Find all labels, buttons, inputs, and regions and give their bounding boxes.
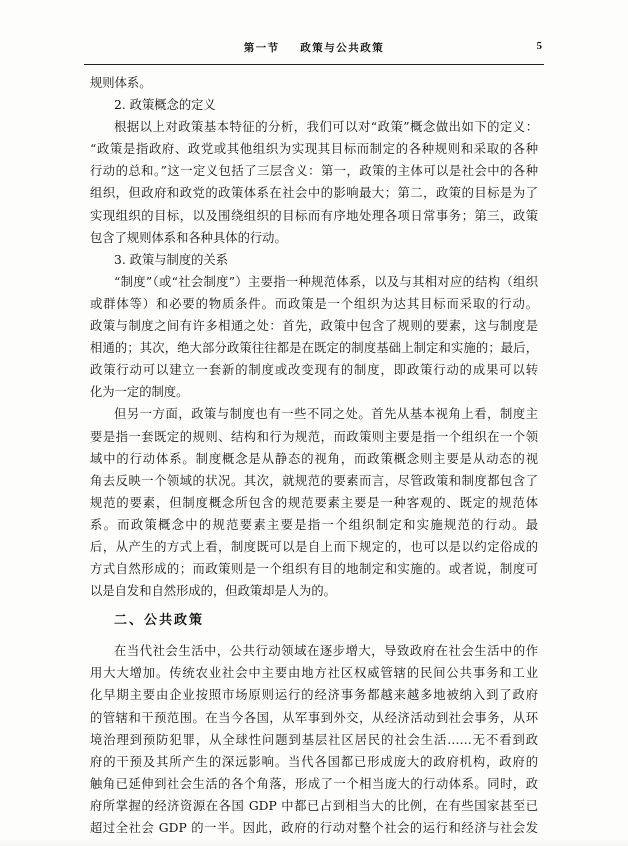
text-line: 用大大增加。传统农业社会中主要由地方社区权威管辖的民间公共事务和工业 [90, 666, 538, 681]
text-line: 府的干预及其所产生的深远影响。当代各国都已形成庞大的政府机构，政府的 [90, 754, 538, 769]
text-line: 或群体等）和必要的物质条件。而政策是一个组织为达其目标而采取的行动。 [90, 296, 538, 311]
text-line: 包含了规则体系和各种具体的行动。 [90, 230, 287, 245]
text-line: 要是指一套既定的规则、结构和行为规范，而政策则主要是指一个组织在一个领 [90, 429, 538, 444]
text-line: 超过全社会 GDP 的一半。因此，政府的行动对整个社会的运行和经济与社会发 [90, 821, 538, 835]
text-line: 系。而政策概念中的规范要素主要是指一个组织制定和实施规范的行动。最 [90, 517, 538, 532]
text-line: 触角已延伸到社会生活的各个角落，形成了一个相当庞大的行动体系。同时，政 [90, 776, 538, 791]
text-line: 后，从产生的方式上看，制度既可以是自上而下规定的，也可以是以约定俗成的 [90, 539, 538, 554]
text-line: 行动的总和。”这一定义包括了三层含义：第一，政策的主体可以是社会中的各种 [90, 164, 538, 179]
running-header [84, 34, 544, 65]
text-line: 实现组织的目标，以及围绕组织的目标而有序地处理各项日常事务；第三，政策 [90, 208, 538, 223]
text-line: 以是自发和自然形成的，但政策却是人为的。 [90, 584, 336, 599]
text-line: 域中的行动体系。制度概念是从静态的视角，而政策概念则主要是从动态的视 [90, 451, 538, 466]
text-line: 根据以上对政策基本特征的分析，我们可以对“政策”概念做出如下的定义： [114, 120, 538, 135]
text-line: 规则体系。 [90, 76, 152, 90]
text-line: 化为一定的制度。 [90, 385, 189, 400]
text-line: “制度”（或“社会制度”）主要指一种规范体系，以及与其相对应的结构（组织 [114, 274, 538, 289]
section-heading-public-policy: 二、公共政策 [114, 613, 205, 629]
text-line: 政策与制度之间有许多相通之处：首先，政策中包含了规则的要素，这与制度是 [90, 319, 538, 334]
text-line: 方式自然形成的；而政策则是一个组织有目的地制定和实施的。或者说，制度可 [90, 562, 538, 577]
page-edge-shadow [0, 838, 628, 846]
subsection-heading-policy-and-institution: 3. 政策与制度的关系 [114, 252, 229, 267]
text-line: 但另一方面，政策与制度也有一些不同之处。首先从基本视角上看，制度主 [114, 407, 538, 422]
text-line: 的管辖和干预范围。在当今各国，从军事到外交，从经济活动到社会事务，从环 [90, 710, 538, 725]
subsection-heading-policy-definition: 2. 政策概念的定义 [114, 98, 216, 113]
text-line: 相通的；其次，绝大部分政策往往都是在既定的制度基础上制定和实施的；最后， [90, 341, 538, 356]
text-line: 府所掌握的经济资源在各国 GDP 中都已占到相当大的比例，在有些国家甚至已 [90, 798, 538, 813]
text-line: 规范的要素，但制度概念所包含的规范要素主要是一种客观的、既定的规范体 [90, 495, 538, 510]
text-line: 组织，但政府和政党的政策体系在社会中的影响最大；第二，政策的目标是为了 [90, 186, 538, 201]
text-line: 境治理到预防犯罪，从全球性问题到基层社区居民的社会生活……无不看到政 [90, 732, 538, 747]
chapter-section-title: 第一节 政策与公共政策 [243, 42, 385, 54]
text-line: 在当代社会生活中，公共行动领域在逐步增大，导致政府在社会生活中的作 [114, 644, 538, 659]
text-line: 化早期主要由企业按照市场原则运行的经济事务都越来越多地被纳入到了政府 [90, 688, 538, 703]
page-number: 5 [536, 40, 542, 52]
text-line: “政策是指政府、政党或其他组织为实现其目标而制定的各种规则和采取的各种 [90, 142, 538, 157]
text-line: 政策行动可以建立一套新的制度或改变现有的制度，即政策行动的成果可以转 [90, 363, 538, 378]
text-line: 角去反映一个领域的状况。其次，就规范的要素而言，尽管政策和制度都包含了 [90, 473, 538, 488]
body-text [90, 72, 538, 839]
